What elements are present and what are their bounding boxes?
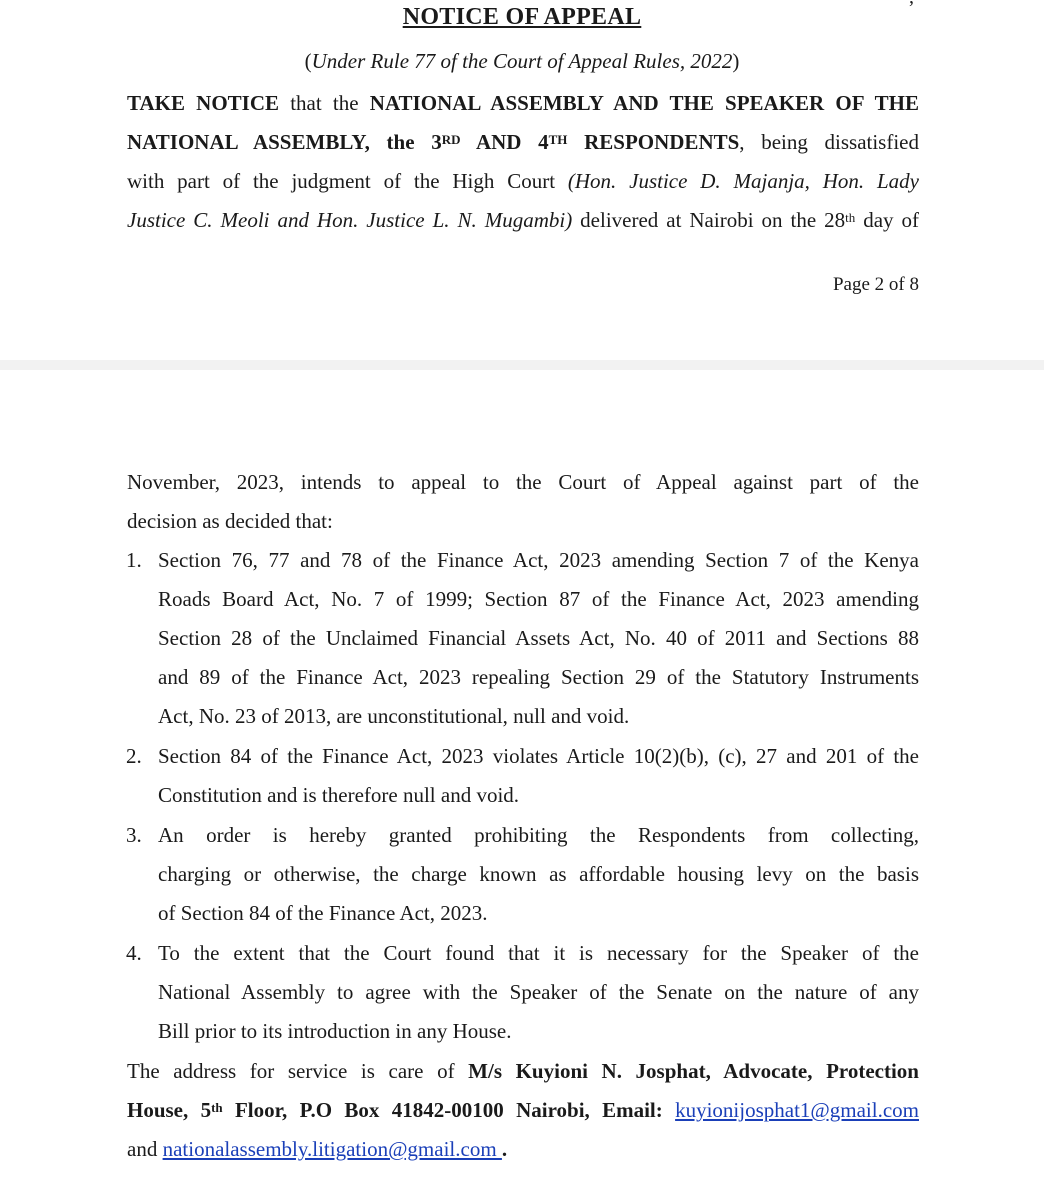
document-title: NOTICE OF APPEAL xyxy=(402,4,642,30)
email-link-national-assembly[interactable]: nationalassembly.litigation@gmail.com xyxy=(162,1137,502,1161)
notice-line-1: TAKE NOTICE that the NATIONAL ASSEMBLY AND THE SPEAKER OF THE xyxy=(127,91,919,115)
address-line-2: House, 5th Floor, P.O Box 41842-00100 Nairobi, Email: kuyionijosphat1@gmail.com xyxy=(127,1098,919,1122)
notice-line-2: NATIONAL ASSEMBLY, the 3RD AND 4TH RESPONDENTS, being dissatisfied xyxy=(127,130,920,154)
list-item-number: 1. xyxy=(126,548,142,572)
list-item-number: 4. xyxy=(126,941,142,965)
list-item-number: 3. xyxy=(126,823,142,847)
list-item-number: 2. xyxy=(126,744,142,768)
email-link-kuyioni[interactable]: kuyionijosphat1@gmail.com xyxy=(675,1098,919,1122)
document-subtitle: (Under Rule 77 of the Court of Appeal Rules, 2022) xyxy=(304,49,740,73)
notice-line-3: with part of the judgment of the High Court (Hon. Justice D. Majanja, Hon. Lady xyxy=(127,169,919,193)
list-item-text: Section 84 of the Finance Act, 2023 violates Article 10(2)(b), (c), 27 and 201 of the Constitution and is therefore null and void. xyxy=(158,744,919,807)
page-bottom xyxy=(0,370,1044,1200)
list-item-text: To the extent that the Court found that it is necessary for the Speaker of the National Assembly to agree with the Speaker of the Senate on the nature of any Bill prior to its introduction in any House. xyxy=(158,941,919,1043)
address-line-1: The address for service is care of M/s Kuyioni N. Josphat, Advocate, Protection xyxy=(127,1059,919,1083)
address-line-3: and nationalassembly.litigation@gmail.com . xyxy=(127,1137,508,1161)
page-number: Page 2 of 8 xyxy=(832,274,919,295)
continuation-line-1: November, 2023, intends to appeal to the Court of Appeal against part of the xyxy=(127,470,919,494)
continuation-line-2: decision as decided that: xyxy=(127,509,333,533)
list-item-text: An order is hereby granted prohibiting the Respondents from collecting, charging or otherwise, the charge known as affordable housing levy on the basis of Section 84 of the Finance Act, 2023. xyxy=(158,823,919,925)
notice-line-4: Justice C. Meoli and Hon. Justice L. N. Mugambi) delivered at Nairobi on the 28th day of xyxy=(127,208,919,232)
page-top xyxy=(0,0,1044,360)
list-item-text: Section 76, 77 and 78 of the Finance Act, 2023 amending Section 7 of the Kenya Roads Board Act, No. 7 of 1999; Section 87 of the Finance Act, 2023 amending Section 28 of the Unclaimed Financial Assets Act, No. 40 of 2011 and Sections 88 and 89 of the Finance Act, 2023 repealing Section 29 of the Statutory Instruments Act, No. 23 of 2013, are unconstitutional, null and void. xyxy=(158,548,919,728)
